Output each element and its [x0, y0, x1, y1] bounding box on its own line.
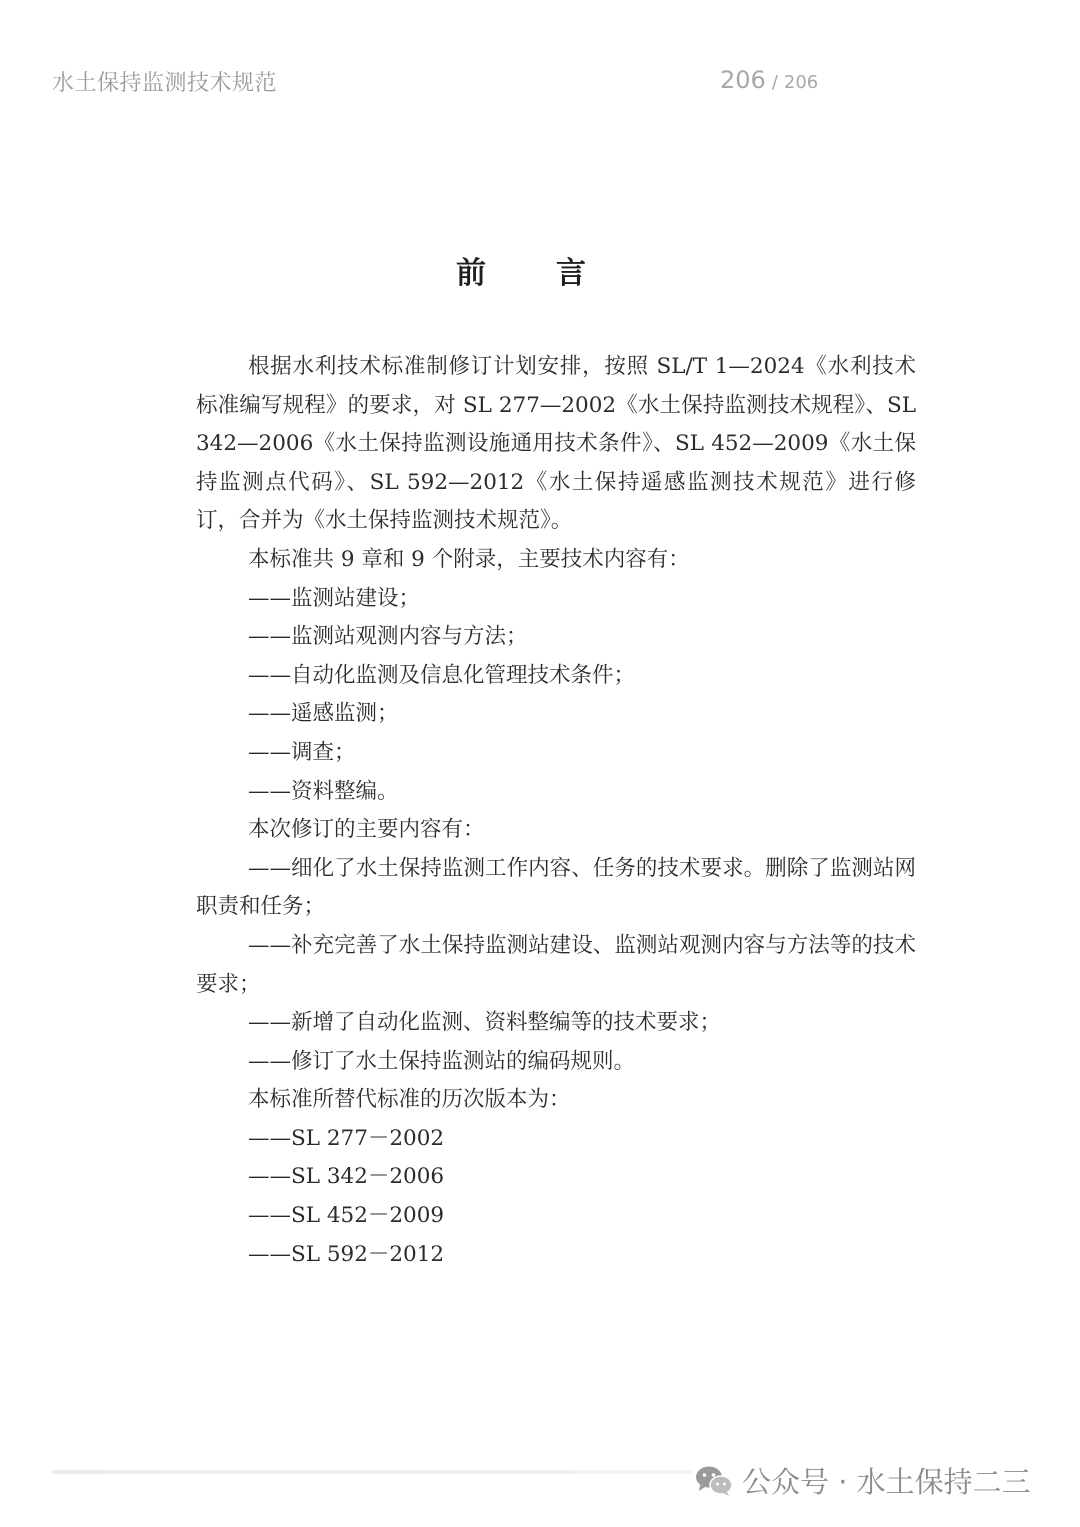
watermark — [694, 1460, 1031, 1501]
current-page-number: 206 — [720, 66, 766, 94]
list-item: ——补充完善了水土保持监测站建设、监测站观测内容与方法等的技术要求； — [196, 932, 916, 997]
page-separator: / — [771, 72, 778, 93]
list-item: ——SL 592－2012 — [248, 1241, 445, 1267]
list-item: ——监测站观测内容与方法； — [248, 624, 528, 650]
total-page-count: 206 — [783, 72, 819, 93]
list-item: ——调查； — [248, 739, 356, 765]
paragraph-replaced-versions: 本标准所替代标准的历次版本为： — [248, 1087, 571, 1113]
list-item: ——监测站建设； — [248, 585, 421, 611]
wechat-icon — [694, 1464, 734, 1498]
document-body — [196, 348, 916, 1274]
list-item: ——SL 342－2006 — [248, 1164, 445, 1190]
list-item: ——自动化监测及信息化管理技术条件； — [248, 662, 636, 688]
list-item: ——细化了水土保持监测工作内容、任务的技术要求。删除了监测站网职责和任务； — [196, 855, 916, 920]
section-title: 前言 — [456, 256, 656, 291]
list-item: ——资料整编。 — [248, 778, 399, 804]
list-item: ——SL 452－2009 — [248, 1203, 445, 1229]
list-item: ——新增了自动化监测、资料整编等的技术要求； — [248, 1010, 722, 1036]
paragraph-revision-summary: 本次修订的主要内容有： — [248, 817, 485, 843]
paragraph-intro: 根据水利技术标准制修订计划安排，按照 SL/T 1—2024《水利技术标准编写规程》的要求，对 SL 277—2002《水土保持监测技术规程》、SL 342—2006《水土保持监测设施通用技术条件》、SL 452—2009《水土保持监测点代码》、SL 592—2012《水土保持遥感监测技术规范》进行修订，合并为《水土保持监测技术规范》。 — [196, 354, 916, 534]
list-item: ——修订了水土保持监测站的编码规则。 — [248, 1048, 636, 1074]
paragraph-content-summary: 本标准共 9 章和 9 个附录，主要技术内容有： — [248, 546, 690, 572]
document-title: 水土保持监测技术规范 — [52, 71, 278, 96]
footer-divider — [52, 1470, 692, 1474]
list-item: ——SL 277－2002 — [248, 1125, 445, 1151]
list-item: ——遥感监测； — [248, 701, 399, 727]
page-indicator — [720, 66, 818, 94]
watermark-text: 公众号 · 水土保持二三 — [742, 1465, 1031, 1499]
